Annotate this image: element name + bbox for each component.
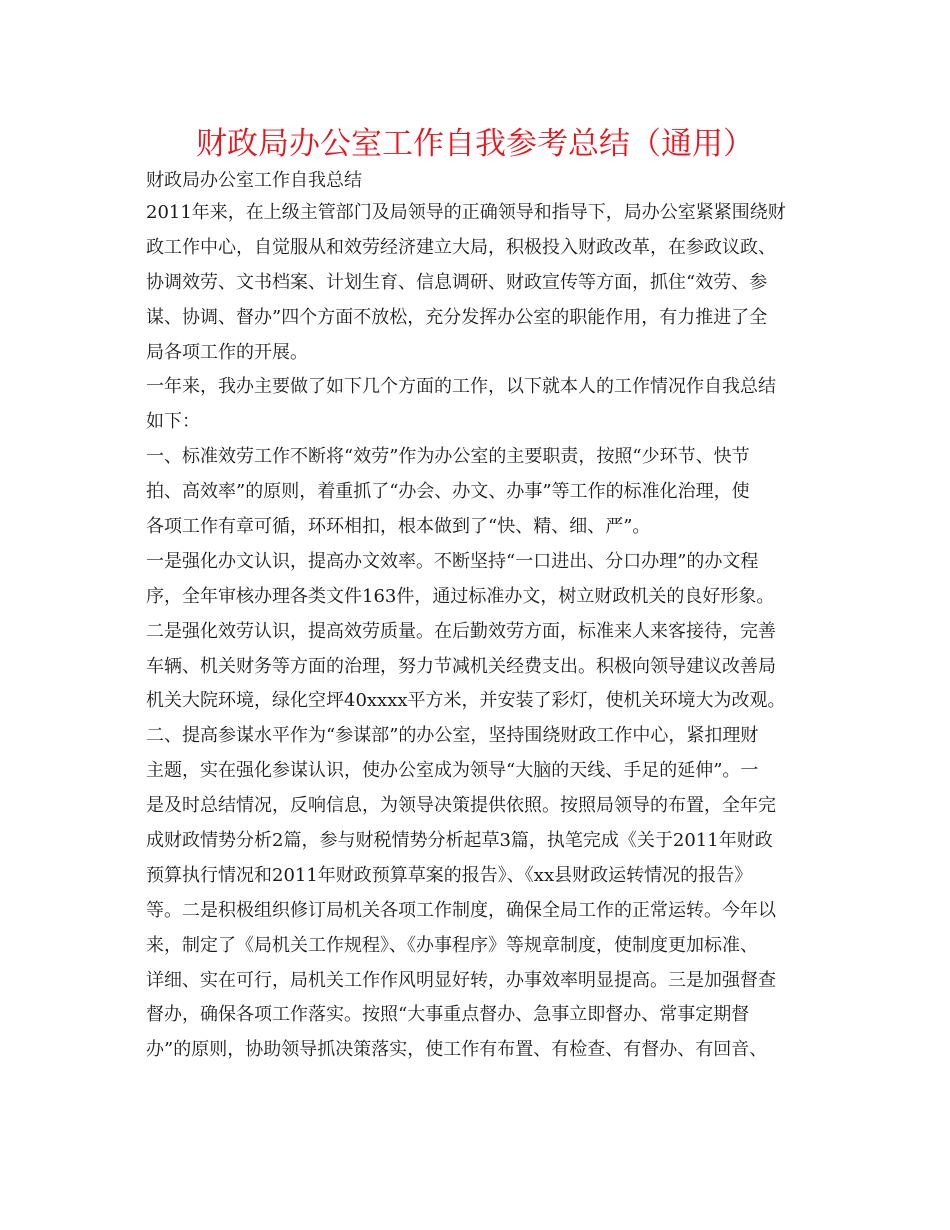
paragraph-line: 是及时总结情况，反响信息，为领导决策提供依照。按照局领导的布置，全年完 [146,795,776,817]
paragraph-line: 谋、协调、督办”四个方面不放松，充分发挥办公室的职能作用，有力推进了全 [146,306,768,328]
paragraph-line: 详细、实在可行，局机关工作作风明显好转，办事效率明显提高。三是加强督查 [146,969,776,991]
paragraph-line: 局各项工作的开展。 [146,341,308,363]
document-subtitle: 财政局办公室工作自我总结 [146,170,362,191]
paragraph-line: 来，制定了《局机关工作规程》、《办事程序》等规章制度，使制度更加标准、 [146,934,758,956]
paragraph-line: 一、标准效劳工作不断将“效劳”作为办公室的主要职责，按照“少环节、快节 [146,446,750,468]
paragraph-line: 如下： [146,411,200,433]
paragraph-line: 车辆、机关财务等方面的治理，努力节减机关经费支出。积极向领导建议改善局 [146,655,776,677]
document-title: 财政局办公室工作自我参考总结（通用） [196,126,754,162]
paragraph-line: 2011年来，在上级主管部门及局领导的正确领导和指导下，局办公室紧紧围绕财 [146,202,786,223]
paragraph-line: 机关大院环境，绿化空坪40xxxx平方米，并安装了彩灯，使机关环境大为改观。 [146,690,786,712]
paragraph-line: 二、提高参谋水平作为“参谋部”的办公室，坚持围绕财政工作中心，紧扣理财 [146,725,759,747]
paragraph-line: 预算执行情况和2011年财政预算草案的报告》、《xx县财政运转情况的报告》 [146,864,753,886]
paragraph-line: 成财政情势分析2篇，参与财税情势分析起草3篇，执笔完成《关于2011年财政 [146,830,773,852]
paragraph-line: 一年来，我办主要做了如下几个方面的工作，以下就本人的工作情况作自我总结 [146,376,776,398]
paragraph-line: 拍、高效率”的原则，着重抓了“办会、办文、办事”等工作的标准化治理，使 [146,481,750,503]
paragraph-line: 督办，确保各项工作落实。按照“大事重点督办、急事立即督办、常事定期督 [146,1004,750,1026]
paragraph-line: 二是强化效劳认识，提高效劳质量。在后勤效劳方面，标准来人来客接待，完善 [146,620,776,642]
paragraph-line: 序，全年审核办理各类文件163件，通过标准办文，树立财政机关的良好形象。 [146,585,775,607]
paragraph-line: 办”的原则，协助领导抓决策落实，使工作有布置、有检查、有督办、有回音、 [146,1039,768,1061]
paragraph-line: 政工作中心，自觉服从和效劳经济建立大局，积极投入财政改革，在参政议政、 [146,236,776,258]
paragraph-line: 等。二是积极组织修订局机关各项工作制度，确保全局工作的正常运转。今年以 [146,899,776,921]
document-body [146,166,806,1068]
paragraph-line: 各项工作有章可循，环环相扣，根本做到了“快、精、细、严”。 [146,516,651,538]
paragraph-line: 主题，实在强化参谋认识，使办公室成为领导“大脑的天线、手足的延伸”。一 [146,760,759,782]
paragraph-line: 协调效劳、文书档案、计划生育、信息调研、财政宣传等方面，抓住“效劳、参 [146,271,768,293]
paragraph-line: 一是强化办文认识，提高办文效率。不断坚持“一口进出、分口办理”的办文程 [146,550,759,572]
